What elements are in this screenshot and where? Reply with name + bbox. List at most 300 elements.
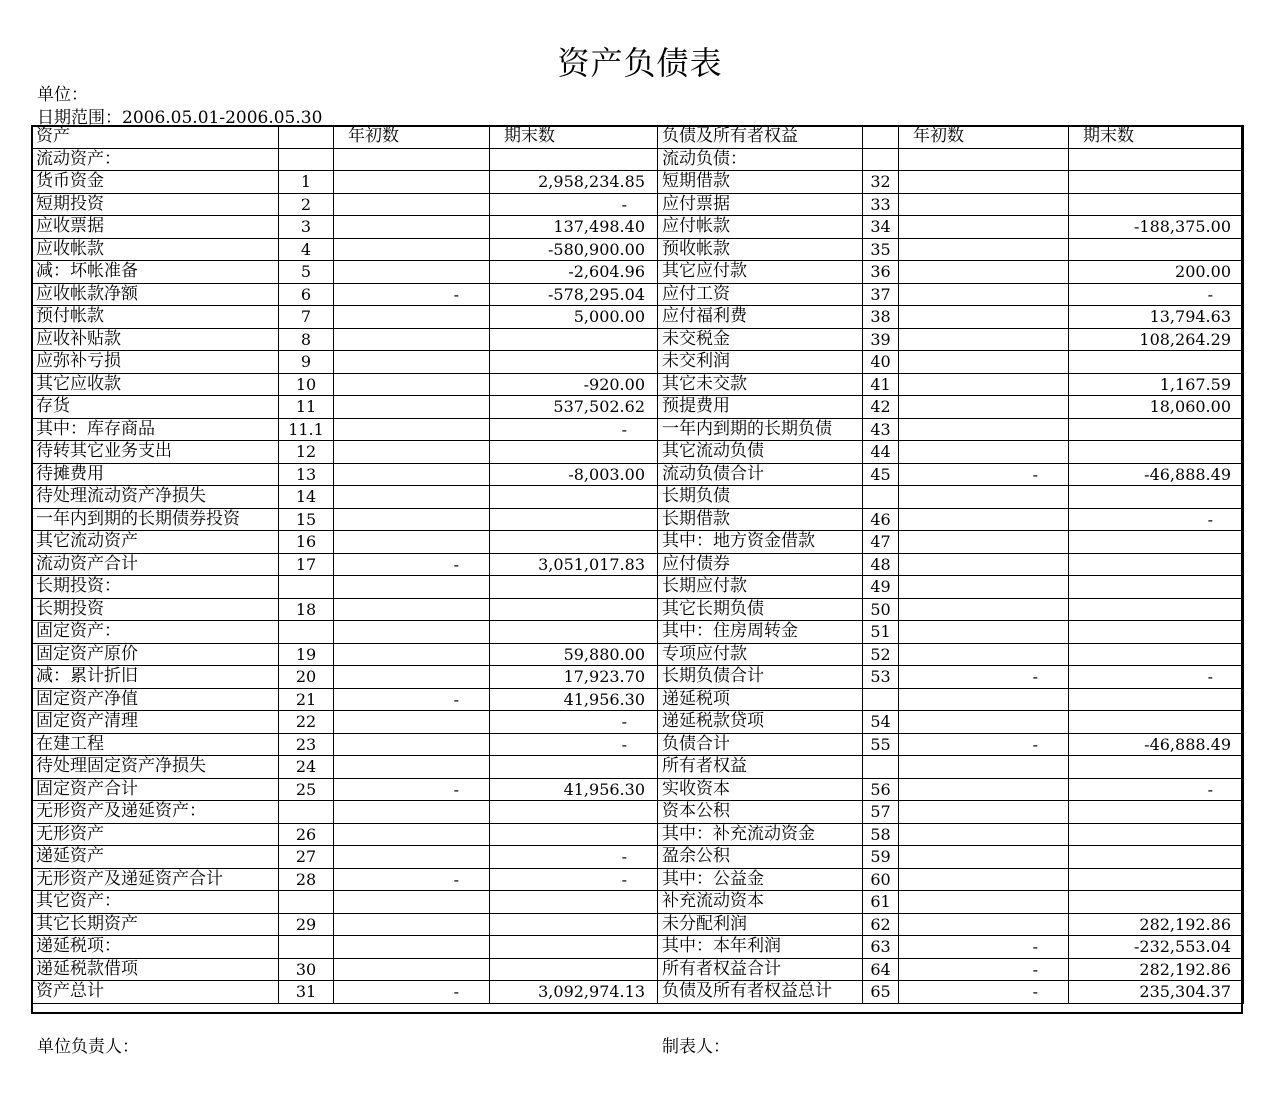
asset-name-cell: 固定资产清理 — [32, 711, 279, 734]
liability-line-cell — [863, 486, 899, 509]
asset-closing-cell: - — [490, 711, 658, 734]
liability-opening-cell — [899, 238, 1069, 261]
balance-sheet-table — [31, 125, 1244, 1004]
asset-closing-cell: - — [490, 418, 658, 441]
liability-line-cell: 59 — [863, 846, 899, 869]
liability-opening-cell — [899, 351, 1069, 374]
liability-opening-cell — [899, 171, 1069, 194]
liability-closing-cell — [1069, 598, 1244, 621]
table-body — [32, 148, 1244, 1003]
asset-opening-cell — [334, 463, 490, 486]
asset-opening-cell — [334, 373, 490, 396]
asset-closing-cell — [490, 486, 658, 509]
liability-closing-cell — [1069, 711, 1244, 734]
asset-line-cell: 29 — [279, 913, 334, 936]
header-row — [32, 126, 1244, 149]
liability-line-cell: 33 — [863, 193, 899, 216]
liability-line-cell — [863, 148, 899, 171]
asset-opening-cell: - — [334, 553, 490, 576]
asset-opening-cell — [334, 441, 490, 464]
asset-name-cell: 长期投资 — [32, 598, 279, 621]
table-row — [32, 238, 1244, 261]
asset-line-cell — [279, 936, 334, 959]
header-opening-2: 年初数 — [899, 126, 1069, 149]
asset-line-cell — [279, 621, 334, 644]
asset-opening-cell — [334, 666, 490, 689]
asset-opening-cell — [334, 216, 490, 239]
asset-name-cell: 应收帐款 — [32, 238, 279, 261]
liability-closing-cell: 13,794.63 — [1069, 306, 1244, 329]
table-row — [32, 418, 1244, 441]
asset-closing-cell: -578,295.04 — [490, 283, 658, 306]
liability-line-cell: 43 — [863, 418, 899, 441]
asset-closing-cell: -580,900.00 — [490, 238, 658, 261]
table-row — [32, 778, 1244, 801]
asset-opening-cell — [334, 958, 490, 981]
liability-name-cell: 长期借款 — [658, 508, 863, 531]
asset-closing-cell: 137,498.40 — [490, 216, 658, 239]
liability-closing-cell — [1069, 576, 1244, 599]
asset-opening-cell — [334, 823, 490, 846]
table-row — [32, 216, 1244, 239]
asset-name-cell: 在建工程 — [32, 733, 279, 756]
liability-closing-cell — [1069, 801, 1244, 824]
liability-opening-cell — [899, 913, 1069, 936]
asset-name-cell: 预付帐款 — [32, 306, 279, 329]
asset-name-cell: 待转其它业务支出 — [32, 441, 279, 464]
liability-name-cell: 所有者权益合计 — [658, 958, 863, 981]
asset-line-cell: 20 — [279, 666, 334, 689]
asset-opening-cell — [334, 891, 490, 914]
liability-line-cell: 50 — [863, 598, 899, 621]
asset-opening-cell — [334, 913, 490, 936]
liability-opening-cell — [899, 193, 1069, 216]
liability-closing-cell — [1069, 418, 1244, 441]
liability-name-cell: 负债合计 — [658, 733, 863, 756]
asset-opening-cell — [334, 148, 490, 171]
footer-preparer: 制表人： — [662, 1037, 730, 1057]
asset-line-cell: 10 — [279, 373, 334, 396]
asset-name-cell: 其它长期资产 — [32, 913, 279, 936]
asset-name-cell: 其中：库存商品 — [32, 418, 279, 441]
liability-closing-cell: 18,060.00 — [1069, 396, 1244, 419]
asset-closing-cell: 17,923.70 — [490, 666, 658, 689]
liability-name-cell: 短期借款 — [658, 171, 863, 194]
table-row — [32, 261, 1244, 284]
asset-closing-cell: 537,502.62 — [490, 396, 658, 419]
table-row — [32, 283, 1244, 306]
liability-closing-cell: - — [1069, 283, 1244, 306]
liability-closing-cell — [1069, 531, 1244, 554]
header-line-no-2 — [863, 126, 899, 149]
table-row — [32, 958, 1244, 981]
asset-opening-cell — [334, 193, 490, 216]
liability-closing-cell: -188,375.00 — [1069, 216, 1244, 239]
asset-closing-cell — [490, 913, 658, 936]
liability-closing-cell: -232,553.04 — [1069, 936, 1244, 959]
liability-line-cell: 37 — [863, 283, 899, 306]
asset-name-cell: 应弥补亏损 — [32, 351, 279, 374]
asset-name-cell: 固定资产合计 — [32, 778, 279, 801]
asset-opening-cell: - — [334, 688, 490, 711]
asset-closing-cell — [490, 441, 658, 464]
asset-opening-cell — [334, 396, 490, 419]
asset-closing-cell: - — [490, 193, 658, 216]
table-row — [32, 396, 1244, 419]
asset-line-cell: 6 — [279, 283, 334, 306]
asset-name-cell: 待处理流动资产净损失 — [32, 486, 279, 509]
liability-name-cell: 其中：补充流动资金 — [658, 823, 863, 846]
table-row — [32, 846, 1244, 869]
liability-name-cell: 流动负债合计 — [658, 463, 863, 486]
liability-line-cell: 51 — [863, 621, 899, 644]
asset-name-cell: 无形资产及递延资产： — [32, 801, 279, 824]
asset-name-cell: 存货 — [32, 396, 279, 419]
asset-name-cell: 待摊费用 — [32, 463, 279, 486]
asset-opening-cell — [334, 486, 490, 509]
asset-opening-cell: - — [334, 868, 490, 891]
liability-name-cell: 盈余公积 — [658, 846, 863, 869]
asset-closing-cell: 59,880.00 — [490, 643, 658, 666]
table-row — [32, 666, 1244, 689]
liability-closing-cell: - — [1069, 778, 1244, 801]
liability-line-cell: 52 — [863, 643, 899, 666]
asset-line-cell: 22 — [279, 711, 334, 734]
liability-opening-cell — [899, 778, 1069, 801]
liability-line-cell: 46 — [863, 508, 899, 531]
liability-line-cell: 57 — [863, 801, 899, 824]
liability-name-cell: 递延税项 — [658, 688, 863, 711]
liability-closing-cell — [1069, 823, 1244, 846]
asset-name-cell: 资产总计 — [32, 981, 279, 1004]
liability-opening-cell — [899, 306, 1069, 329]
liability-closing-cell: -46,888.49 — [1069, 733, 1244, 756]
liability-closing-cell — [1069, 193, 1244, 216]
header-opening: 年初数 — [334, 126, 490, 149]
liability-opening-cell — [899, 396, 1069, 419]
liability-closing-cell: 282,192.86 — [1069, 913, 1244, 936]
liability-line-cell: 64 — [863, 958, 899, 981]
table-row — [32, 463, 1244, 486]
liability-closing-cell: - — [1069, 508, 1244, 531]
asset-opening-cell — [334, 531, 490, 554]
liability-opening-cell — [899, 148, 1069, 171]
liability-opening-cell: - — [899, 936, 1069, 959]
liability-name-cell: 应付工资 — [658, 283, 863, 306]
table-row — [32, 553, 1244, 576]
liability-opening-cell: - — [899, 666, 1069, 689]
liability-closing-cell — [1069, 171, 1244, 194]
liability-opening-cell — [899, 328, 1069, 351]
liability-closing-cell — [1069, 621, 1244, 644]
liability-closing-cell — [1069, 486, 1244, 509]
asset-line-cell: 1 — [279, 171, 334, 194]
liability-line-cell: 53 — [863, 666, 899, 689]
header-assets: 资产 — [32, 126, 279, 149]
liability-opening-cell — [899, 216, 1069, 239]
liability-closing-cell — [1069, 351, 1244, 374]
liability-closing-cell — [1069, 553, 1244, 576]
asset-name-cell: 短期投资 — [32, 193, 279, 216]
asset-name-cell: 固定资产净值 — [32, 688, 279, 711]
asset-name-cell: 其它流动资产 — [32, 531, 279, 554]
asset-line-cell: 27 — [279, 846, 334, 869]
asset-opening-cell — [334, 238, 490, 261]
liability-opening-cell — [899, 373, 1069, 396]
liability-opening-cell — [899, 576, 1069, 599]
liability-line-cell — [863, 688, 899, 711]
liability-opening-cell: - — [899, 981, 1069, 1004]
liability-opening-cell: - — [899, 958, 1069, 981]
liability-line-cell: 56 — [863, 778, 899, 801]
asset-line-cell: 28 — [279, 868, 334, 891]
liability-name-cell: 专项应付款 — [658, 643, 863, 666]
asset-line-cell: 25 — [279, 778, 334, 801]
asset-line-cell: 11.1 — [279, 418, 334, 441]
asset-closing-cell — [490, 351, 658, 374]
table-row — [32, 868, 1244, 891]
asset-opening-cell — [334, 306, 490, 329]
table-row — [32, 711, 1244, 734]
liability-closing-cell — [1069, 868, 1244, 891]
asset-line-cell: 18 — [279, 598, 334, 621]
table-row — [32, 756, 1244, 779]
date-range: 日期范围：2006.05.01-2006.05.30 — [37, 108, 323, 128]
liability-line-cell — [863, 756, 899, 779]
liability-opening-cell — [899, 823, 1069, 846]
liability-line-cell: 47 — [863, 531, 899, 554]
table-row — [32, 508, 1244, 531]
liability-opening-cell — [899, 508, 1069, 531]
liability-name-cell: 应付债券 — [658, 553, 863, 576]
header-closing: 期末数 — [490, 126, 658, 149]
liability-opening-cell — [899, 598, 1069, 621]
liability-closing-cell: 282,192.86 — [1069, 958, 1244, 981]
table-row — [32, 733, 1244, 756]
asset-name-cell: 待处理固定资产净损失 — [32, 756, 279, 779]
liability-line-cell: 60 — [863, 868, 899, 891]
asset-opening-cell — [334, 621, 490, 644]
asset-line-cell: 26 — [279, 823, 334, 846]
table-row — [32, 351, 1244, 374]
liability-opening-cell — [899, 283, 1069, 306]
asset-name-cell: 无形资产 — [32, 823, 279, 846]
liability-closing-cell: 235,304.37 — [1069, 981, 1244, 1004]
asset-closing-cell — [490, 801, 658, 824]
liability-closing-cell — [1069, 148, 1244, 171]
table-row — [32, 328, 1244, 351]
liability-line-cell: 49 — [863, 576, 899, 599]
liability-name-cell: 未交利润 — [658, 351, 863, 374]
liability-opening-cell — [899, 801, 1069, 824]
asset-line-cell: 21 — [279, 688, 334, 711]
asset-name-cell: 固定资产： — [32, 621, 279, 644]
asset-line-cell: 23 — [279, 733, 334, 756]
asset-closing-cell: 3,051,017.83 — [490, 553, 658, 576]
liability-name-cell: 负债及所有者权益总计 — [658, 981, 863, 1004]
asset-line-cell: 11 — [279, 396, 334, 419]
liability-closing-cell — [1069, 238, 1244, 261]
liability-name-cell: 应付票据 — [658, 193, 863, 216]
liability-line-cell: 48 — [863, 553, 899, 576]
liability-opening-cell — [899, 688, 1069, 711]
liability-line-cell: 38 — [863, 306, 899, 329]
asset-closing-cell: 41,956.30 — [490, 688, 658, 711]
liability-closing-cell: 108,264.29 — [1069, 328, 1244, 351]
liability-name-cell: 资本公积 — [658, 801, 863, 824]
header-closing-2: 期末数 — [1069, 126, 1244, 149]
liability-line-cell: 58 — [863, 823, 899, 846]
asset-line-cell: 8 — [279, 328, 334, 351]
asset-closing-cell — [490, 598, 658, 621]
header-liabilities: 负债及所有者权益 — [658, 126, 863, 149]
table-row — [32, 936, 1244, 959]
asset-name-cell: 应收帐款净额 — [32, 283, 279, 306]
asset-opening-cell — [334, 846, 490, 869]
asset-line-cell: 17 — [279, 553, 334, 576]
asset-opening-cell — [334, 508, 490, 531]
liability-line-cell: 41 — [863, 373, 899, 396]
asset-line-cell: 4 — [279, 238, 334, 261]
liability-closing-cell — [1069, 756, 1244, 779]
liability-line-cell: 61 — [863, 891, 899, 914]
page-title: 资产负债表 — [557, 44, 723, 82]
liability-name-cell: 预提费用 — [658, 396, 863, 419]
asset-name-cell: 其它资产： — [32, 891, 279, 914]
asset-closing-cell — [490, 621, 658, 644]
liability-name-cell: 其它应付款 — [658, 261, 863, 284]
asset-name-cell: 递延税项： — [32, 936, 279, 959]
liability-name-cell: 其中：公益金 — [658, 868, 863, 891]
asset-closing-cell — [490, 531, 658, 554]
asset-name-cell: 长期投资： — [32, 576, 279, 599]
liability-opening-cell — [899, 621, 1069, 644]
asset-line-cell: 5 — [279, 261, 334, 284]
liability-closing-cell: 200.00 — [1069, 261, 1244, 284]
liability-name-cell: 预收帐款 — [658, 238, 863, 261]
table-row — [32, 643, 1244, 666]
liability-name-cell: 实收资本 — [658, 778, 863, 801]
asset-opening-cell — [334, 936, 490, 959]
liability-closing-cell — [1069, 643, 1244, 666]
asset-name-cell: 应收票据 — [32, 216, 279, 239]
liability-line-cell: 40 — [863, 351, 899, 374]
liability-closing-cell: -46,888.49 — [1069, 463, 1244, 486]
liability-opening-cell — [899, 486, 1069, 509]
table-row — [32, 306, 1244, 329]
asset-closing-cell — [490, 936, 658, 959]
liability-opening-cell: - — [899, 463, 1069, 486]
asset-name-cell: 递延资产 — [32, 846, 279, 869]
table-row — [32, 576, 1244, 599]
asset-name-cell: 减：坏帐准备 — [32, 261, 279, 284]
liability-name-cell: 补充流动资本 — [658, 891, 863, 914]
asset-closing-cell: - — [490, 868, 658, 891]
liability-opening-cell — [899, 553, 1069, 576]
asset-opening-cell — [334, 328, 490, 351]
asset-opening-cell — [334, 171, 490, 194]
asset-line-cell: 15 — [279, 508, 334, 531]
liability-name-cell: 应付福利费 — [658, 306, 863, 329]
asset-line-cell: 16 — [279, 531, 334, 554]
asset-name-cell: 固定资产原价 — [32, 643, 279, 666]
table-row — [32, 148, 1244, 171]
asset-closing-cell — [490, 891, 658, 914]
liability-name-cell: 长期应付款 — [658, 576, 863, 599]
asset-name-cell: 其它应收款 — [32, 373, 279, 396]
asset-closing-cell: 2,958,234.85 — [490, 171, 658, 194]
asset-line-cell: 24 — [279, 756, 334, 779]
asset-closing-cell — [490, 508, 658, 531]
asset-line-cell: 3 — [279, 216, 334, 239]
liability-closing-cell: 1,167.59 — [1069, 373, 1244, 396]
asset-closing-cell: 41,956.30 — [490, 778, 658, 801]
asset-closing-cell: -2,604.96 — [490, 261, 658, 284]
table-row — [32, 531, 1244, 554]
asset-opening-cell — [334, 711, 490, 734]
liability-line-cell: 63 — [863, 936, 899, 959]
asset-opening-cell — [334, 576, 490, 599]
liability-line-cell: 36 — [863, 261, 899, 284]
table-row — [32, 688, 1244, 711]
table-row — [32, 486, 1244, 509]
liability-opening-cell — [899, 418, 1069, 441]
unit-label: 单位： — [37, 85, 88, 105]
liability-opening-cell — [899, 756, 1069, 779]
asset-closing-cell: - — [490, 846, 658, 869]
liability-opening-cell — [899, 441, 1069, 464]
liability-line-cell: 34 — [863, 216, 899, 239]
liability-name-cell: 一年内到期的长期负债 — [658, 418, 863, 441]
asset-name-cell: 无形资产及递延资产合计 — [32, 868, 279, 891]
liability-name-cell: 流动负债： — [658, 148, 863, 171]
asset-line-cell — [279, 801, 334, 824]
table-row — [32, 621, 1244, 644]
liability-name-cell: 其中：住房周转金 — [658, 621, 863, 644]
asset-name-cell: 流动资产合计 — [32, 553, 279, 576]
table-row — [32, 193, 1244, 216]
liability-opening-cell — [899, 891, 1069, 914]
asset-name-cell: 货币资金 — [32, 171, 279, 194]
liability-name-cell: 递延税款贷项 — [658, 711, 863, 734]
liability-line-cell: 54 — [863, 711, 899, 734]
liability-name-cell: 其中：本年利润 — [658, 936, 863, 959]
asset-name-cell: 递延税款借项 — [32, 958, 279, 981]
liability-name-cell: 所有者权益 — [658, 756, 863, 779]
liability-closing-cell: - — [1069, 666, 1244, 689]
table-row — [32, 441, 1244, 464]
asset-closing-cell: - — [490, 733, 658, 756]
liability-name-cell: 未分配利润 — [658, 913, 863, 936]
liability-line-cell: 42 — [863, 396, 899, 419]
asset-name-cell: 减：累计折旧 — [32, 666, 279, 689]
asset-opening-cell: - — [334, 283, 490, 306]
asset-closing-cell: -920.00 — [490, 373, 658, 396]
liability-opening-cell — [899, 846, 1069, 869]
asset-opening-cell — [334, 756, 490, 779]
table-row — [32, 801, 1244, 824]
asset-opening-cell — [334, 643, 490, 666]
liability-name-cell: 应付帐款 — [658, 216, 863, 239]
liability-name-cell: 未交税金 — [658, 328, 863, 351]
asset-line-cell: 7 — [279, 306, 334, 329]
table-row — [32, 171, 1244, 194]
liability-line-cell: 45 — [863, 463, 899, 486]
asset-opening-cell — [334, 801, 490, 824]
asset-opening-cell — [334, 418, 490, 441]
asset-closing-cell: 5,000.00 — [490, 306, 658, 329]
liability-closing-cell — [1069, 688, 1244, 711]
